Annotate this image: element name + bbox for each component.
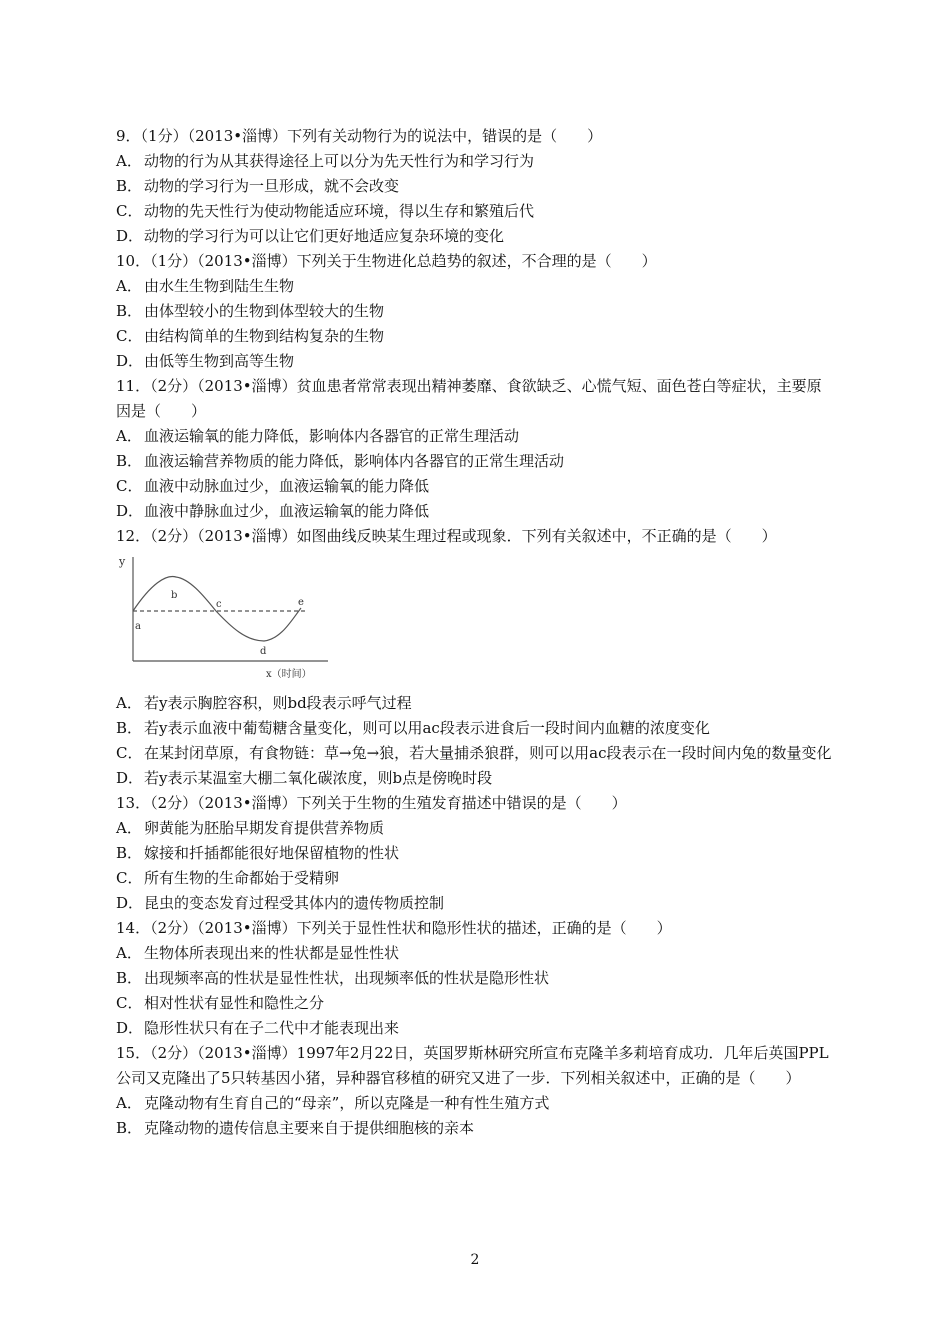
option-d [116,1016,836,1041]
option-text: 在某封闭草原，有食物链：草→兔→狼，若大量捕杀狼群，则可以用ac段表示在一段时间内兔的数量变化 [144,744,832,762]
option-c [116,991,836,1016]
option-b [116,1116,836,1141]
option-label: A． [116,944,142,962]
option-text: 由低等生物到高等生物 [144,352,295,370]
curve-figure [116,549,836,691]
y-axis-label: y [119,555,126,568]
question-12 [116,524,836,791]
question-14 [116,916,836,1041]
option-label: A． [116,694,142,712]
question-stem: 11．（2分）（2013•淄博）贫血患者常常表现出精神萎靡、食欲缺乏、心慌气短、面色苍白等症状，主要原因是（ ） [116,377,822,420]
option-text: 由体型较小的生物到体型较大的生物 [144,302,385,320]
option-text: 动物的行为从其获得途径上可以分为先天性行为和学习行为 [144,152,535,170]
option-text: 血液运输营养物质的能力降低，影响体内各器官的正常生理活动 [144,452,565,470]
question-stem: 9．（1分）（2013•淄博）下列有关动物行为的说法中，错误的是（ ） [116,127,603,145]
option-text: 由水生生物到陆生生物 [144,277,295,295]
option-text: 若y表示血液中葡萄糖含量变化，则可以用ac段表示进食后一段时间内血糖的浓度变化 [144,719,710,737]
question-stem: 14．（2分）（2013•淄博）下列关于显性性状和隐形性状的描述，正确的是（ ） [116,919,672,937]
option-label: C． [116,327,143,345]
question-stem: 13．（2分）（2013•淄博）下列关于生物的生殖发育描述中错误的是（ ） [116,794,627,812]
option-label: C． [116,869,143,887]
option-d [116,224,836,249]
option-label: D． [116,1019,144,1037]
option-b [116,716,836,741]
option-label: A． [116,152,142,170]
question-10 [116,249,836,374]
option-text: 克隆动物有生育自己的“母亲”，所以克隆是一种有性生殖方式 [144,1094,550,1112]
question-stem: 15．（2分）（2013•淄博）1997年2月22日，英国罗斯林研究所宣布克隆羊多莉培育成功．几年后英国PPL公司又克隆出了5只转基因小猪，异种器官移植的研究又进了一步．下列相关叙述中，正确的是（ ） [116,1044,829,1087]
option-label: C． [116,994,143,1012]
option-text: 出现频率高的性状是显性性状，出现频率低的性状是隐形性状 [144,969,550,987]
point-label-a: a [135,621,141,632]
option-label: C． [116,744,143,762]
option-a [116,149,836,174]
question-stem: 10．（1分）（2013•淄博）下列关于生物进化总趋势的叙述，不合理的是（ ） [116,252,657,270]
option-label: B． [116,969,143,987]
question-11 [116,374,836,524]
option-text: 克隆动物的遗传信息主要来自于提供细胞核的亲本 [144,1119,475,1137]
option-label: B． [116,177,143,195]
option-b [116,174,836,199]
option-b [116,841,836,866]
point-label-c: c [216,599,222,610]
option-text: 嫁接和扦插都能很好地保留植物的性状 [144,844,400,862]
option-text: 血液中动脉血过少，血液运输氧的能力降低 [144,477,430,495]
question-list [116,124,836,1141]
option-label: D． [116,352,144,370]
option-text: 由结构简单的生物到结构复杂的生物 [144,327,385,345]
option-text: 若y表示胸腔容积，则bd段表示呼气过程 [144,694,412,712]
question-13 [116,791,836,916]
option-label: A． [116,427,142,445]
option-d [116,349,836,374]
option-b [116,299,836,324]
option-b [116,966,836,991]
option-text: 生物体所表现出来的性状都是显性性状 [144,944,400,962]
question-9 [116,124,836,249]
option-text: 动物的学习行为可以让它们更好地适应复杂环境的变化 [144,227,505,245]
option-label: D． [116,894,144,912]
option-c [116,324,836,349]
option-text: 所有生物的生命都始于受精卵 [144,869,340,887]
point-label-e: e [298,597,304,608]
option-label: D． [116,502,144,520]
option-label: C． [116,477,143,495]
option-label: C． [116,202,143,220]
option-label: B． [116,302,143,320]
option-d [116,766,836,791]
option-a [116,274,836,299]
question-stem: 12．（2分）（2013•淄博）如图曲线反映某生理过程或现象．下列有关叙述中，不正确的是（ ） [116,527,777,545]
option-a [116,1091,836,1116]
option-b [116,449,836,474]
option-label: D． [116,769,144,787]
option-label: A． [116,819,142,837]
option-text: 昆虫的变态发育过程受其体内的遗传物质控制 [144,894,445,912]
option-label: D． [116,227,144,245]
option-text: 动物的学习行为一旦形成，就不会改变 [144,177,400,195]
option-label: A． [116,1094,142,1112]
curve-diagram [116,549,346,691]
point-label-d: d [260,646,267,657]
question-15 [116,1041,836,1141]
option-label: B． [116,1119,143,1137]
option-a [116,424,836,449]
option-d [116,499,836,524]
option-text: 卵黄能为胚胎早期发育提供营养物质 [144,819,385,837]
option-text: 血液运输氧的能力降低，影响体内各器官的正常生理活动 [144,427,520,445]
option-a [116,941,836,966]
point-label-b: b [171,590,178,601]
option-a [116,816,836,841]
option-a [116,691,836,716]
option-text: 隐形性状只有在子二代中才能表现出来 [144,1019,400,1037]
option-text: 血液中静脉血过少，血液运输氧的能力降低 [144,502,430,520]
option-c [116,199,836,224]
option-c [116,474,836,499]
option-label: B． [116,452,143,470]
page-number: 2 [470,1252,480,1268]
option-text: 相对性状有显性和隐性之分 [144,994,325,1012]
option-label: A． [116,277,142,295]
option-label: B． [116,844,143,862]
option-c [116,741,836,766]
option-text: 若y表示某温室大棚二氧化碳浓度，则b点是傍晚时段 [144,769,493,787]
option-text: 动物的先天性行为使动物能适应环境，得以生存和繁殖后代 [144,202,535,220]
option-c [116,866,836,891]
x-axis-label: x（时间） [266,669,312,680]
option-d [116,891,836,916]
option-label: B． [116,719,143,737]
